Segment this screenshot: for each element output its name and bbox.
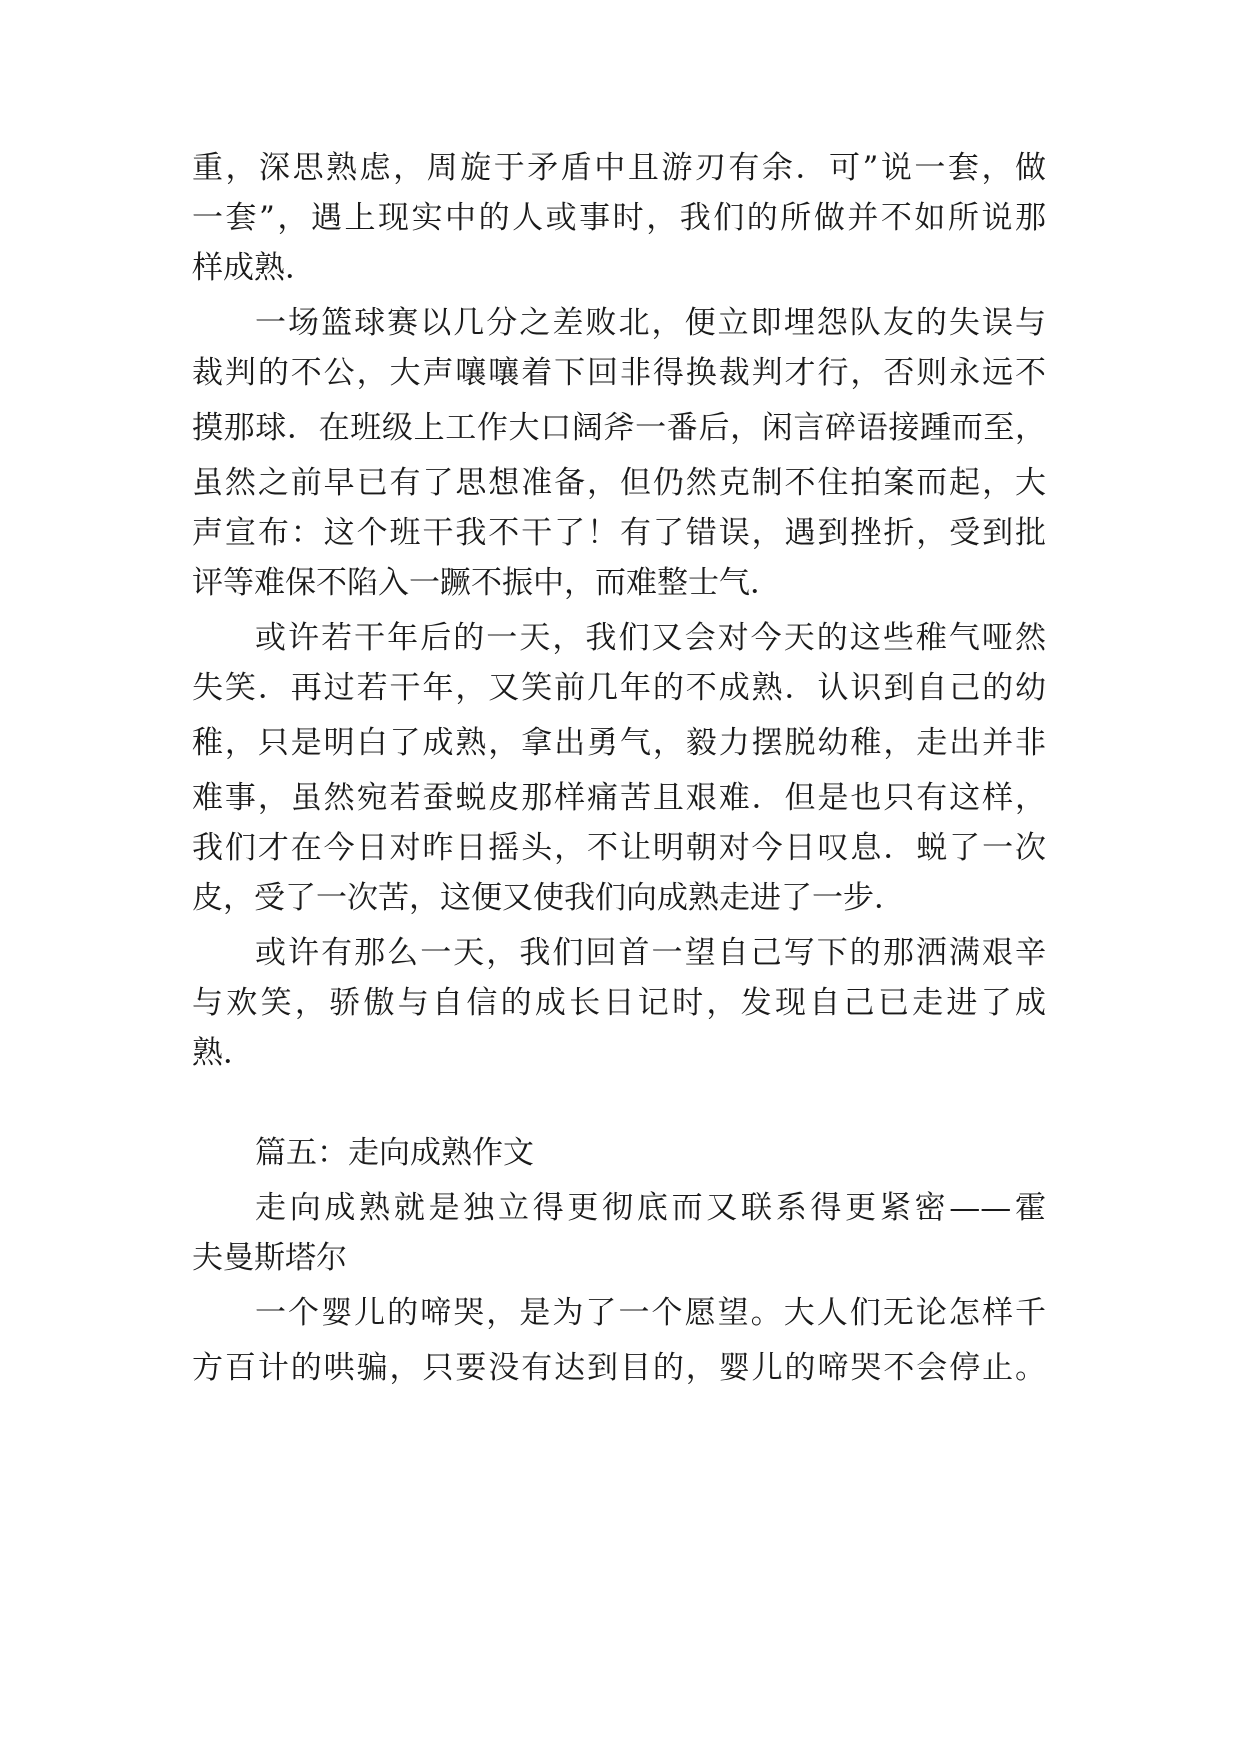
body-text-line: 一场篮球赛以几分之差败北，便立即埋怨队友的失误与 (255, 305, 1046, 341)
section-heading: 篇五：走向成熟作文 (255, 1135, 534, 1171)
body-text-line: 评等难保不陷入一蹶不振中，而难整士气． (192, 565, 781, 601)
body-text-line: 方百计的哄骗，只要没有达到目的，婴儿的啼哭不会停止。 (192, 1350, 1046, 1386)
body-text-line: 样成熟． (192, 250, 316, 286)
body-text-line: 我们才在今日对昨日摇头，不让明朝对今日叹息．蜕了一次 (192, 830, 1046, 866)
body-text-line: 与欢笑，骄傲与自信的成长日记时，发现自己已走进了成 (192, 985, 1046, 1021)
body-text-line: 虽然之前早已有了思想准备，但仍然克制不住拍案而起，大 (192, 465, 1046, 501)
epigraph-line: 走向成熟就是独立得更彻底而又联系得更紧密——霍 (255, 1190, 1046, 1226)
body-text-line: 或许有那么一天，我们回首一望自己写下的那洒满艰辛 (255, 935, 1046, 971)
body-text-line: 失笑．再过若干年，又笑前几年的不成熟．认识到自己的幼 (192, 670, 1046, 706)
body-text-line: 一套”，遇上现实中的人或事时，我们的所做并不如所说那 (192, 200, 1046, 236)
body-text-line: 稚，只是明白了成熟，拿出勇气，毅力摆脱幼稚，走出并非 (192, 725, 1046, 761)
epigraph-author: 夫曼斯塔尔 (192, 1240, 347, 1276)
body-text-line: 一个婴儿的啼哭，是为了一个愿望。大人们无论怎样千 (255, 1295, 1046, 1331)
body-text-line: 皮，受了一次苦，这便又使我们向成熟走进了一步． (192, 880, 905, 916)
body-text-line: 裁判的不公，大声嚷嚷着下回非得换裁判才行，否则永远不 (192, 355, 1046, 391)
body-text-line: 摸那球．在班级上工作大口阔斧一番后，闲言碎语接踵而至， (192, 410, 1046, 446)
body-text-line: 声宣布：这个班干我不干了！有了错误，遇到挫折，受到批 (192, 515, 1046, 551)
body-text-line: 难事，虽然宛若蚕蜕皮那样痛苦且艰难．但是也只有这样， (192, 780, 1046, 816)
body-text-line: 重，深思熟虑，周旋于矛盾中且游刃有余．可”说一套，做 (192, 150, 1046, 186)
body-text-line: 熟． (192, 1035, 254, 1071)
body-text-line: 或许若干年后的一天，我们又会对今天的这些稚气哑然 (255, 620, 1046, 656)
